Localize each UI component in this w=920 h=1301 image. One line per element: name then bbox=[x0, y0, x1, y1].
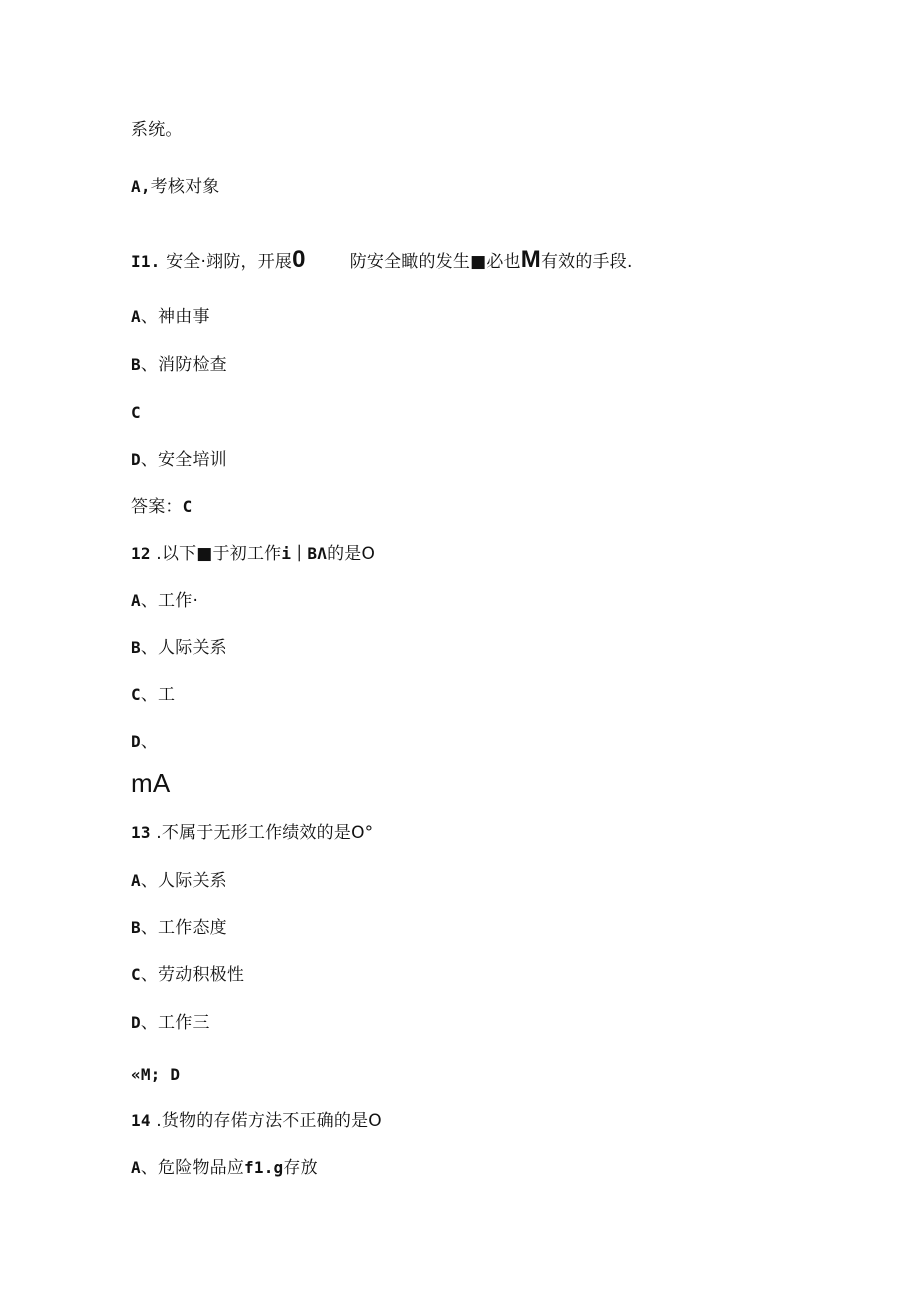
option-text: 、 bbox=[140, 732, 159, 752]
answer-value: C bbox=[182, 497, 193, 516]
option-label: C bbox=[131, 965, 141, 984]
answer-line bbox=[131, 496, 192, 518]
option-text: 、劳动积极性 bbox=[140, 965, 245, 985]
question-text: 有效的手段. bbox=[540, 252, 633, 272]
option-text: 、人际关系 bbox=[140, 871, 227, 891]
option-label: D bbox=[131, 1013, 141, 1032]
option-line bbox=[131, 449, 227, 471]
answer-label: 答案： bbox=[131, 497, 183, 517]
ocr-glyph: M bbox=[520, 246, 541, 273]
continuation-line bbox=[131, 119, 183, 141]
question-text: 安全·翊防，开展 bbox=[166, 252, 293, 272]
ocr-glyph: 0 bbox=[292, 246, 306, 273]
question-number: I1. bbox=[131, 252, 161, 271]
ocr-artifact-line bbox=[131, 768, 170, 798]
option-line bbox=[131, 870, 227, 892]
option-text: 、神由事 bbox=[140, 307, 210, 327]
option-label: A bbox=[131, 1158, 141, 1177]
question-14 bbox=[131, 1110, 382, 1132]
option-text: 、人际关系 bbox=[140, 638, 227, 658]
option-line bbox=[131, 306, 210, 328]
option-text: 、工作态度 bbox=[140, 918, 227, 938]
option-text: 、工作· bbox=[140, 591, 199, 611]
question-13 bbox=[131, 822, 373, 844]
option-line bbox=[131, 1012, 210, 1034]
option-line bbox=[131, 731, 158, 753]
option-label: B bbox=[131, 918, 141, 937]
option-text: 、工作三 bbox=[140, 1013, 210, 1033]
option-text: 、工 bbox=[140, 685, 176, 705]
question-text: .以下■于初工作 bbox=[156, 544, 282, 564]
option-label: A bbox=[131, 871, 141, 890]
answer-value: «M; D bbox=[131, 1065, 181, 1084]
option-label: B bbox=[131, 638, 141, 657]
option-line bbox=[131, 917, 227, 939]
answer-line bbox=[131, 1064, 180, 1086]
question-text: .货物的存偌方法不正确的是O bbox=[156, 1111, 382, 1131]
option-line bbox=[131, 1157, 318, 1179]
question-text: .不属于无形工作绩效的是O° bbox=[156, 823, 374, 843]
option-line bbox=[131, 176, 219, 198]
ocr-glyph: mA bbox=[131, 768, 171, 798]
option-text: 考核对象 bbox=[150, 177, 220, 197]
option-label: C bbox=[131, 685, 141, 704]
option-line bbox=[131, 590, 198, 612]
question-11 bbox=[131, 246, 633, 273]
option-label: A bbox=[131, 591, 141, 610]
option-text: 、消防检查 bbox=[140, 355, 227, 375]
option-line bbox=[131, 354, 227, 376]
option-label: D bbox=[131, 732, 141, 751]
ocr-glyph: f1.g bbox=[244, 1158, 284, 1177]
option-label: D bbox=[131, 450, 141, 469]
option-label: B bbox=[131, 355, 141, 374]
option-text: 、危险物品应 bbox=[140, 1158, 245, 1178]
option-label: A, bbox=[131, 177, 151, 196]
question-text: 防安全瞰的发生■必也 bbox=[349, 252, 521, 272]
ocr-glyph: i｜BΛ bbox=[281, 544, 328, 563]
option-label: A bbox=[131, 307, 141, 326]
option-line bbox=[131, 637, 227, 659]
option-text: 、安全培训 bbox=[140, 450, 227, 470]
text-fragment: 系统。 bbox=[131, 120, 183, 140]
option-line bbox=[131, 402, 141, 424]
question-12 bbox=[131, 543, 375, 565]
question-text: 的是O bbox=[327, 544, 376, 564]
option-line bbox=[131, 684, 175, 706]
question-number: 12 bbox=[131, 544, 151, 563]
question-number: 13 bbox=[131, 823, 151, 842]
question-number: 14 bbox=[131, 1111, 151, 1130]
option-label: C bbox=[131, 403, 141, 422]
option-text: 存放 bbox=[283, 1158, 318, 1178]
option-line bbox=[131, 964, 244, 986]
